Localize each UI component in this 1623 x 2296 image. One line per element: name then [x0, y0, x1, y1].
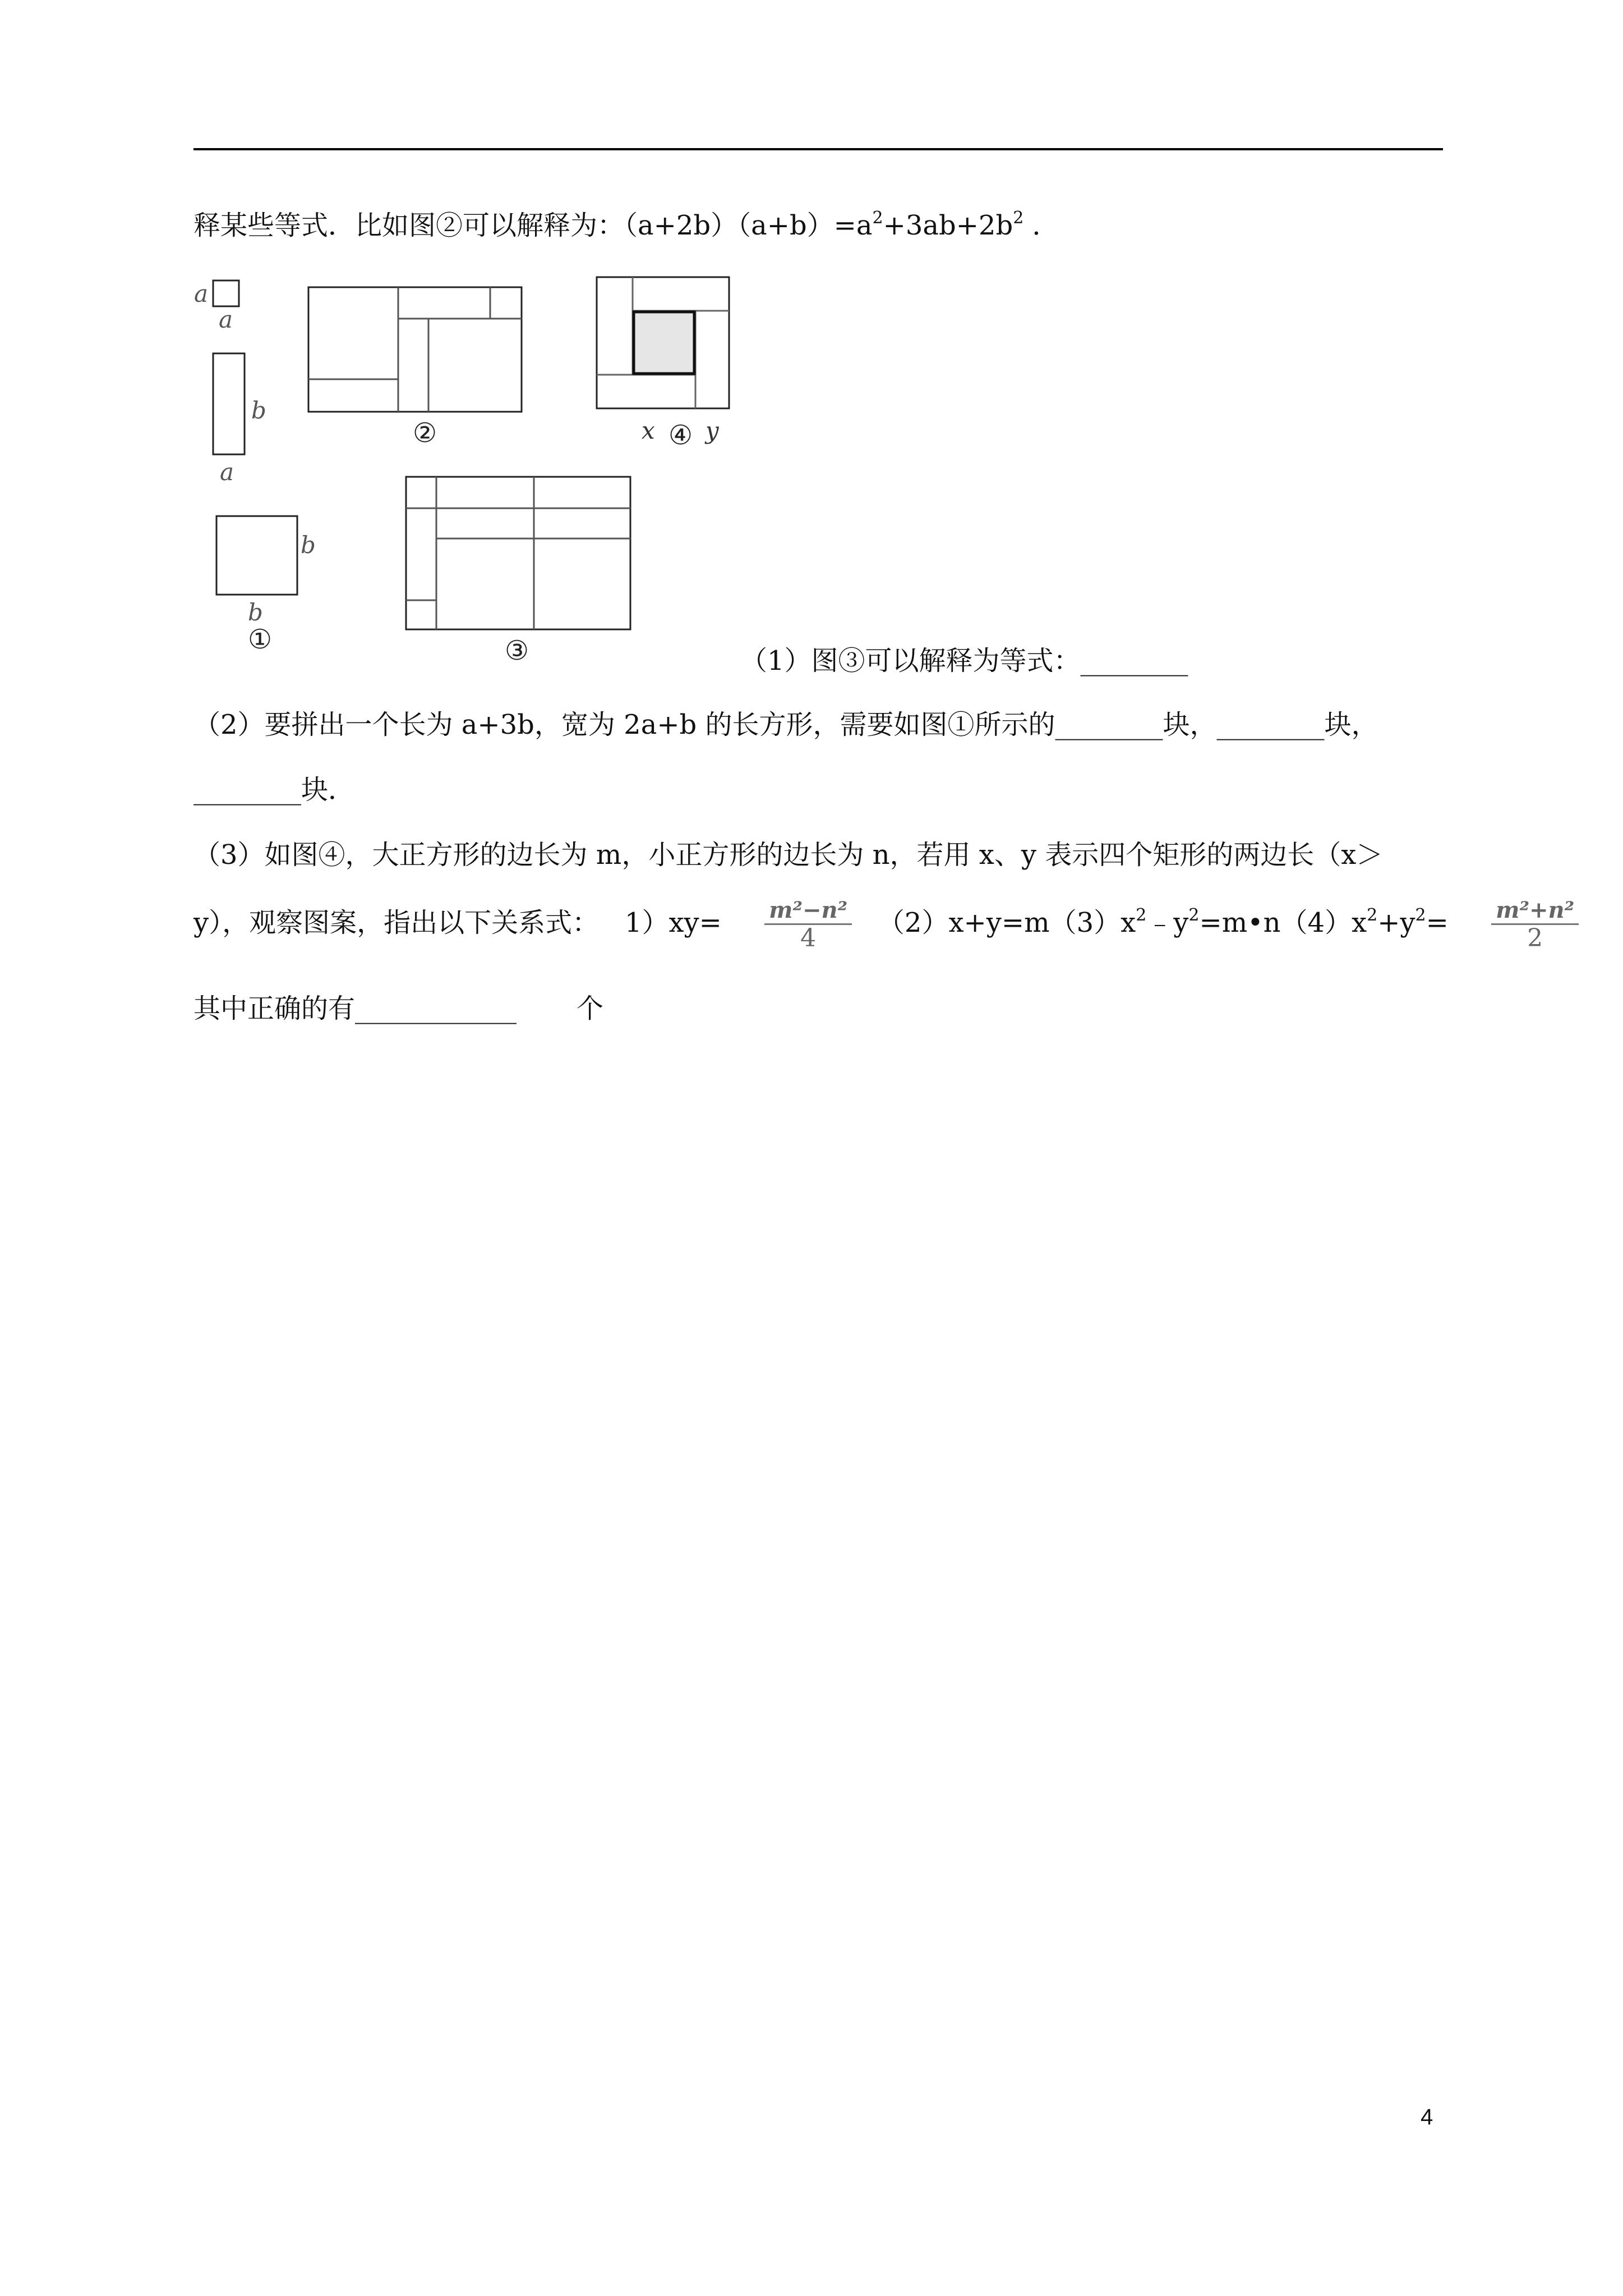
- small-square-label-bottom: a: [219, 306, 233, 333]
- fraction-2: $\frac{\text{m²+n²}}{2}$: [1491, 898, 1579, 952]
- question-2-line1: （2）要拼出一个长为 a+3b，宽为 2a+b 的长方形，需要如图①所示的________块，________块，: [193, 709, 1378, 740]
- page-number: 4: [1421, 2105, 1433, 2129]
- small-square-figure: [213, 280, 239, 306]
- big-square-figure: [216, 516, 297, 595]
- figure-4: [597, 277, 729, 408]
- figure-3: [406, 477, 630, 629]
- rectangle-a-b-figure: [213, 353, 245, 454]
- fig3-label: ③: [505, 635, 529, 666]
- question-3-line3: 其中正确的有____________ 个: [193, 993, 603, 1024]
- figure-2: [308, 287, 522, 412]
- big-square-label-bottom: b: [248, 599, 263, 626]
- question-2-line2: ________块．: [193, 774, 356, 806]
- geometry-figures: [185, 264, 802, 690]
- question-3-line1: （3）如图④，大正方形的边长为 m，小正方形的边长为 n，若用 x、y 表示四个矩形的两边长（x＞: [193, 839, 1384, 871]
- intro-line: 释某些等式．比如图②可以解释为：$(a+2b)(a+b)=a^2+3ab+2b^2$ ．: [193, 208, 1059, 241]
- answer-blank-3[interactable]: ____________: [355, 993, 517, 1024]
- fig4-small-square-shaded: [634, 312, 694, 374]
- fig1-label: ①: [248, 624, 273, 655]
- fig2-label: ②: [413, 417, 437, 449]
- small-square-label-side: a: [194, 280, 209, 307]
- rectangle-label-b: b: [251, 397, 266, 424]
- answer-blank-1[interactable]: ________: [1080, 645, 1188, 677]
- question-3-line2: y），观察图案，指出以下关系式： 1）xy= $\frac{\text{m²−n²}}{4}$ $(2)x+y=m(3)x^2﹣y^2=m•n(4)x^2+y^2=$ $\frac{\text{m²+n²}}{2}$: [193, 898, 1579, 952]
- rectangle-label-a: a: [220, 458, 234, 486]
- answer-blank-2a[interactable]: ________: [1055, 709, 1163, 740]
- answer-blank-2b[interactable]: ________: [1216, 709, 1325, 740]
- fig4-x-label: x: [642, 417, 655, 444]
- header-rule: [193, 148, 1443, 150]
- answer-blank-2c[interactable]: ________: [193, 774, 301, 806]
- fraction-1: $\frac{\text{m²−n²}}{4}$: [764, 898, 852, 952]
- fig4-label: ④: [668, 420, 693, 451]
- question-1: （1）图③可以解释为等式：________: [740, 645, 1188, 677]
- fig4-y-label: y: [706, 417, 719, 444]
- big-square-label-right: b: [301, 531, 316, 559]
